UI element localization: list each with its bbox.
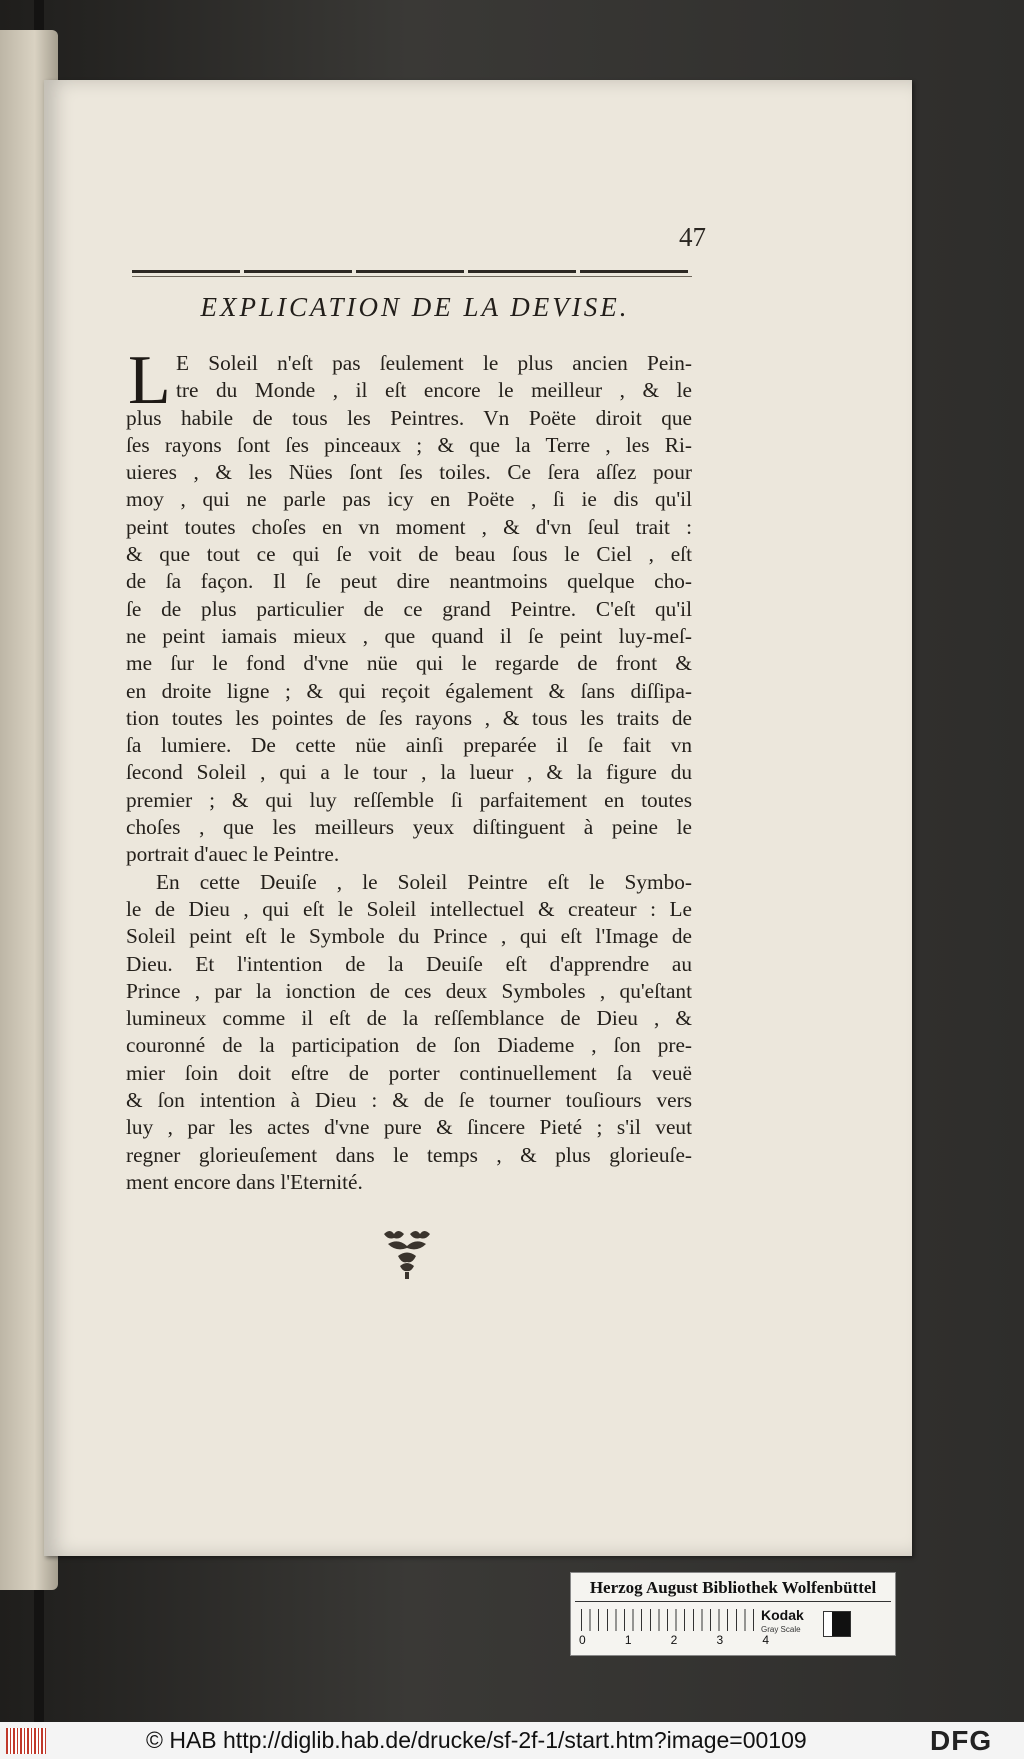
- text-line: ne peint iamais mieux , que quand il ſe peint luy-meſ-: [126, 623, 692, 648]
- ruler-number: 2: [670, 1633, 678, 1647]
- color-scale-card: [570, 1572, 896, 1656]
- scale-ruler-numbers: [579, 1633, 769, 1647]
- text-line: tre du Monde , il eſt encore le meilleur , & le: [176, 378, 692, 403]
- drop-cap: L: [128, 342, 171, 419]
- text-line: choſes , que les meilleurs yeux diſtinguent à peine le: [126, 815, 692, 840]
- text-line: E Soleil n'eſt pas ſeulement le plus ancien Pein-: [176, 351, 692, 375]
- page-heading: EXPLICATION DE LA DEVISE.: [200, 292, 630, 322]
- dfg-logo: DFG: [930, 1725, 993, 1756]
- text-line: ſa lumiere. De cette nüe ainſi preparée il ſe fait vn: [126, 733, 692, 758]
- header-rule-thin: [132, 276, 692, 277]
- text-line: ſe de plus particulier de ce grand Peintre. C'eſt qu'il: [126, 596, 692, 621]
- text-line: ſes rayons ſont ſes pinceaux ; & que la Terre , les Ri-: [126, 432, 692, 457]
- body-text: [126, 342, 692, 1196]
- text-line: mier ſoin doit eſtre de porter continuellement ſa veuë: [126, 1060, 692, 1085]
- scale-ruler: [581, 1609, 759, 1631]
- text-line: En cette Deuiſe , le Soleil Peintre eſt le Symbo-: [156, 869, 692, 894]
- text-line: & que tout ce qui ſe voit de beau ſous le Ciel , eſt: [126, 542, 692, 567]
- scale-card-title: Herzog August Bibliothek Wolfenbüttel: [575, 1578, 891, 1602]
- text-line: luy , par les actes d'vne pure & ſincere Pieté ; s'il veut: [126, 1115, 692, 1140]
- header-rule: [132, 270, 692, 273]
- text-line: de ſa façon. Il ſe peut dire neantmoins quelque cho-: [126, 569, 692, 594]
- ruler-number: 3: [716, 1633, 724, 1647]
- text-line: premier ; & qui luy reſſemble ſi parfaitement en toutes: [126, 787, 692, 812]
- text-line: couronné de la participation de ſon Diademe , ſon pre-: [126, 1033, 692, 1058]
- text-line: le de Dieu , qui eſt le Soleil intellectuel & createur : Le: [126, 896, 692, 921]
- text-line: Prince , par la ionction de ces deux Symboles , qu'eſtant: [126, 978, 692, 1003]
- gray-scale-label: Gray Scale: [761, 1625, 801, 1634]
- footer-bar: [0, 1722, 1024, 1759]
- tailpiece-ornament-icon: [380, 1228, 434, 1282]
- text-line: & ſon intention à Dieu : & de ſe tourner touſiours vers: [126, 1088, 692, 1113]
- text-line: Soleil peint eſt le Symbole du Prince , qui eſt l'Image de: [126, 924, 692, 949]
- text-line: tion toutes les pointes de ſes rayons , & tous les traits de: [126, 705, 692, 730]
- gray-scale-patch: [823, 1611, 851, 1637]
- text-line: moy , qui ne parle pas icy en Poëte , ſi ie dis qu'il: [126, 487, 692, 512]
- barcode-icon: [6, 1728, 46, 1754]
- ruler-number: 0: [579, 1633, 586, 1647]
- text-line: uieres , & les Nües ſont ſes toiles. Ce ſera aſſez pour: [126, 460, 692, 485]
- text-line: plus habile de tous les Peintres. Vn Poëte diroit que: [126, 405, 692, 430]
- text-line: lumineux comme il eſt de la reſſemblance de Dieu , &: [126, 1006, 692, 1031]
- text-line: regner glorieuſement dans le temps , & plus glorieuſe-: [126, 1142, 692, 1167]
- ruler-number: 1: [624, 1633, 632, 1647]
- text-line: me ſur le fond d'vne nüe qui le regarde de front &: [126, 651, 692, 676]
- kodak-brand: Kodak: [761, 1607, 804, 1623]
- text-line: portrait d'auec le Peintre.: [126, 842, 340, 867]
- text-line: en droite ligne ; & qui reçoit également & ſans diſſipa-: [126, 678, 692, 703]
- copyright-url-link[interactable]: © HAB http://diglib.hab.de/drucke/sf-2f-1/start.htm?image=00109: [146, 1727, 807, 1753]
- text-line: ſecond Soleil , qui a le tour , la lueur , & la figure du: [126, 760, 692, 785]
- page-number: 47: [679, 222, 706, 252]
- text-line: Dieu. Et l'intention de la Deuiſe eſt d'apprendre au: [126, 951, 692, 976]
- text-line: peint toutes choſes en vn moment , & d'vn ſeul trait :: [126, 514, 692, 539]
- text-line: ment encore dans l'Eternité.: [126, 1169, 363, 1194]
- ruler-number: 4: [762, 1633, 769, 1647]
